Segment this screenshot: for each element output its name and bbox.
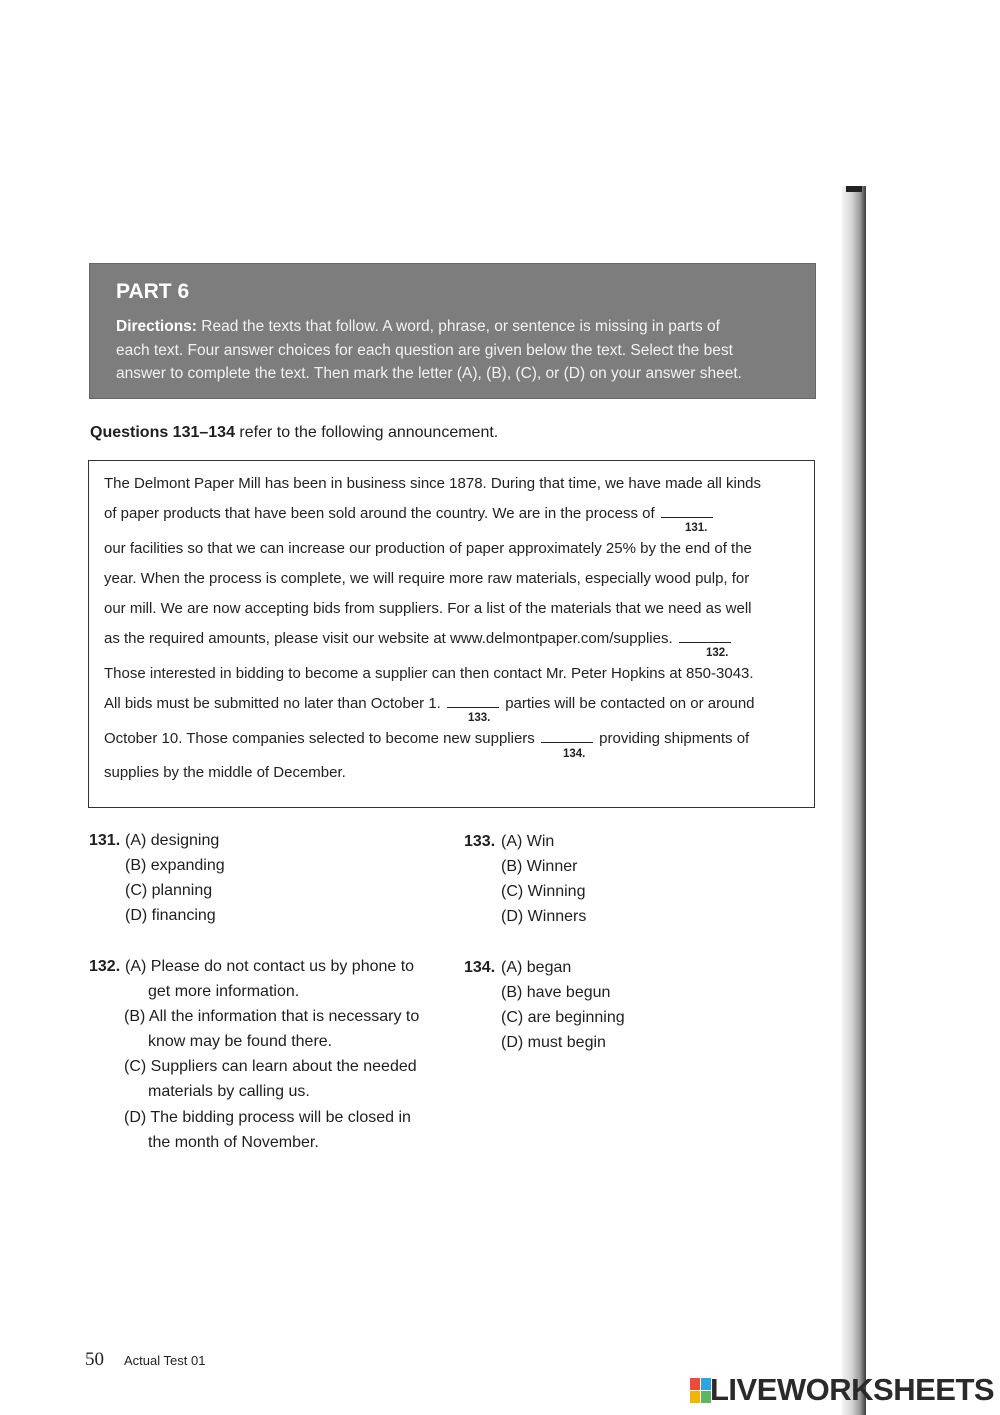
part-title: PART 6 [116, 280, 190, 303]
passage-line: October 10. Those companies selected to become new suppliers providing shipments of [104, 730, 750, 747]
option-b[interactable]: (B) All the information that is necessary to [124, 1008, 420, 1025]
answer-blank-133[interactable] [447, 695, 499, 708]
question-number: 133. [464, 833, 496, 850]
option-b[interactable]: (B) expanding [125, 857, 225, 874]
passage-line: year. When the process is complete, we will require more raw materials, especially wood pulp, for [104, 570, 750, 587]
question-number: 131. [89, 832, 121, 849]
answer-blank-131[interactable] [661, 505, 713, 518]
option-a[interactable]: (A) designing [125, 832, 220, 849]
question-number: 132. [89, 958, 121, 975]
page-edge-mark [846, 186, 862, 192]
liveworksheets-logo-icon [690, 1378, 712, 1404]
option-a[interactable]: (A) Please do not contact us by phone to [125, 958, 415, 975]
option-a[interactable]: (A) began [501, 959, 572, 976]
part-header [89, 263, 816, 399]
option-c[interactable]: (C) are beginning [501, 1009, 625, 1026]
intro-text: refer to the following announcement. [234, 424, 499, 441]
passage-line: supplies by the middle of December. [104, 764, 346, 781]
blank-label-131: 131. [685, 522, 708, 534]
option-a-continued[interactable]: get more information. [148, 983, 300, 1000]
option-c[interactable]: (C) planning [125, 882, 213, 899]
option-c-continued[interactable]: materials by calling us. [148, 1083, 310, 1100]
watermark-text: LIVEWORKSHEETS [710, 1372, 995, 1407]
question-133 [464, 833, 794, 933]
answer-blank-134[interactable] [541, 730, 593, 743]
passage-line: our mill. We are now accepting bids from suppliers. For a list of the materials that we need as well [104, 600, 752, 617]
passage-line: our facilities so that we can increase our production of paper approximately 25% by the end of the [104, 540, 752, 557]
option-c[interactable]: (C) Winning [501, 883, 586, 900]
questions-range: Questions 131–134 [90, 424, 235, 441]
page-number: 50 [85, 1349, 104, 1370]
blank-label-133: 133. [468, 712, 491, 724]
option-b-continued[interactable]: know may be found there. [148, 1033, 333, 1050]
option-b[interactable]: (B) have begun [501, 984, 611, 1001]
question-131 [89, 832, 419, 932]
passage-line: of paper products that have been sold around the country. We are in the process of [104, 505, 715, 522]
option-a[interactable]: (A) Win [501, 833, 555, 850]
passage-line: Those interested in bidding to become a supplier can then contact Mr. Peter Hopkins at 850-3043. [104, 665, 754, 682]
footer-label: Actual Test 01 [124, 1353, 206, 1368]
option-d[interactable]: (D) financing [125, 907, 216, 924]
passage-line: The Delmont Paper Mill has been in business since 1878. During that time, we have made all kinds [104, 475, 762, 492]
option-b[interactable]: (B) Winner [501, 858, 578, 875]
directions-line-1: Read the texts that follow. A word, phrase, or sentence is missing in parts of [196, 318, 720, 335]
passage-line: All bids must be submitted no later than October 1. parties will be contacted on or around [104, 695, 755, 712]
option-d[interactable]: (D) must begin [501, 1034, 606, 1051]
option-c[interactable]: (C) Suppliers can learn about the needed [124, 1058, 417, 1075]
liveworksheets-watermark [690, 1372, 995, 1408]
directions-line-2: each text. Four answer choices for each question are given below the text. Select the best [116, 341, 733, 359]
question-number: 134. [464, 959, 496, 976]
directions-line-3: answer to complete the text. Then mark the letter (A), (B), (C), or (D) on your answer sheet. [116, 365, 742, 382]
question-132 [89, 958, 439, 1158]
directions [116, 315, 776, 386]
answer-blank-132[interactable] [679, 630, 731, 643]
option-d-continued[interactable]: the month of November. [148, 1134, 319, 1151]
option-d[interactable]: (D) The bidding process will be closed in [124, 1109, 411, 1126]
page-edge-shadow [842, 186, 866, 1415]
directions-label: Directions: [116, 318, 197, 335]
blank-label-134: 134. [563, 748, 586, 760]
questions-intro [90, 424, 498, 442]
announcement-passage [88, 460, 815, 808]
option-d[interactable]: (D) Winners [501, 908, 587, 925]
passage-line: as the required amounts, please visit our website at www.delmontpaper.com/supplies. [104, 630, 733, 647]
blank-label-132: 132. [706, 647, 729, 659]
question-134 [464, 959, 794, 1059]
